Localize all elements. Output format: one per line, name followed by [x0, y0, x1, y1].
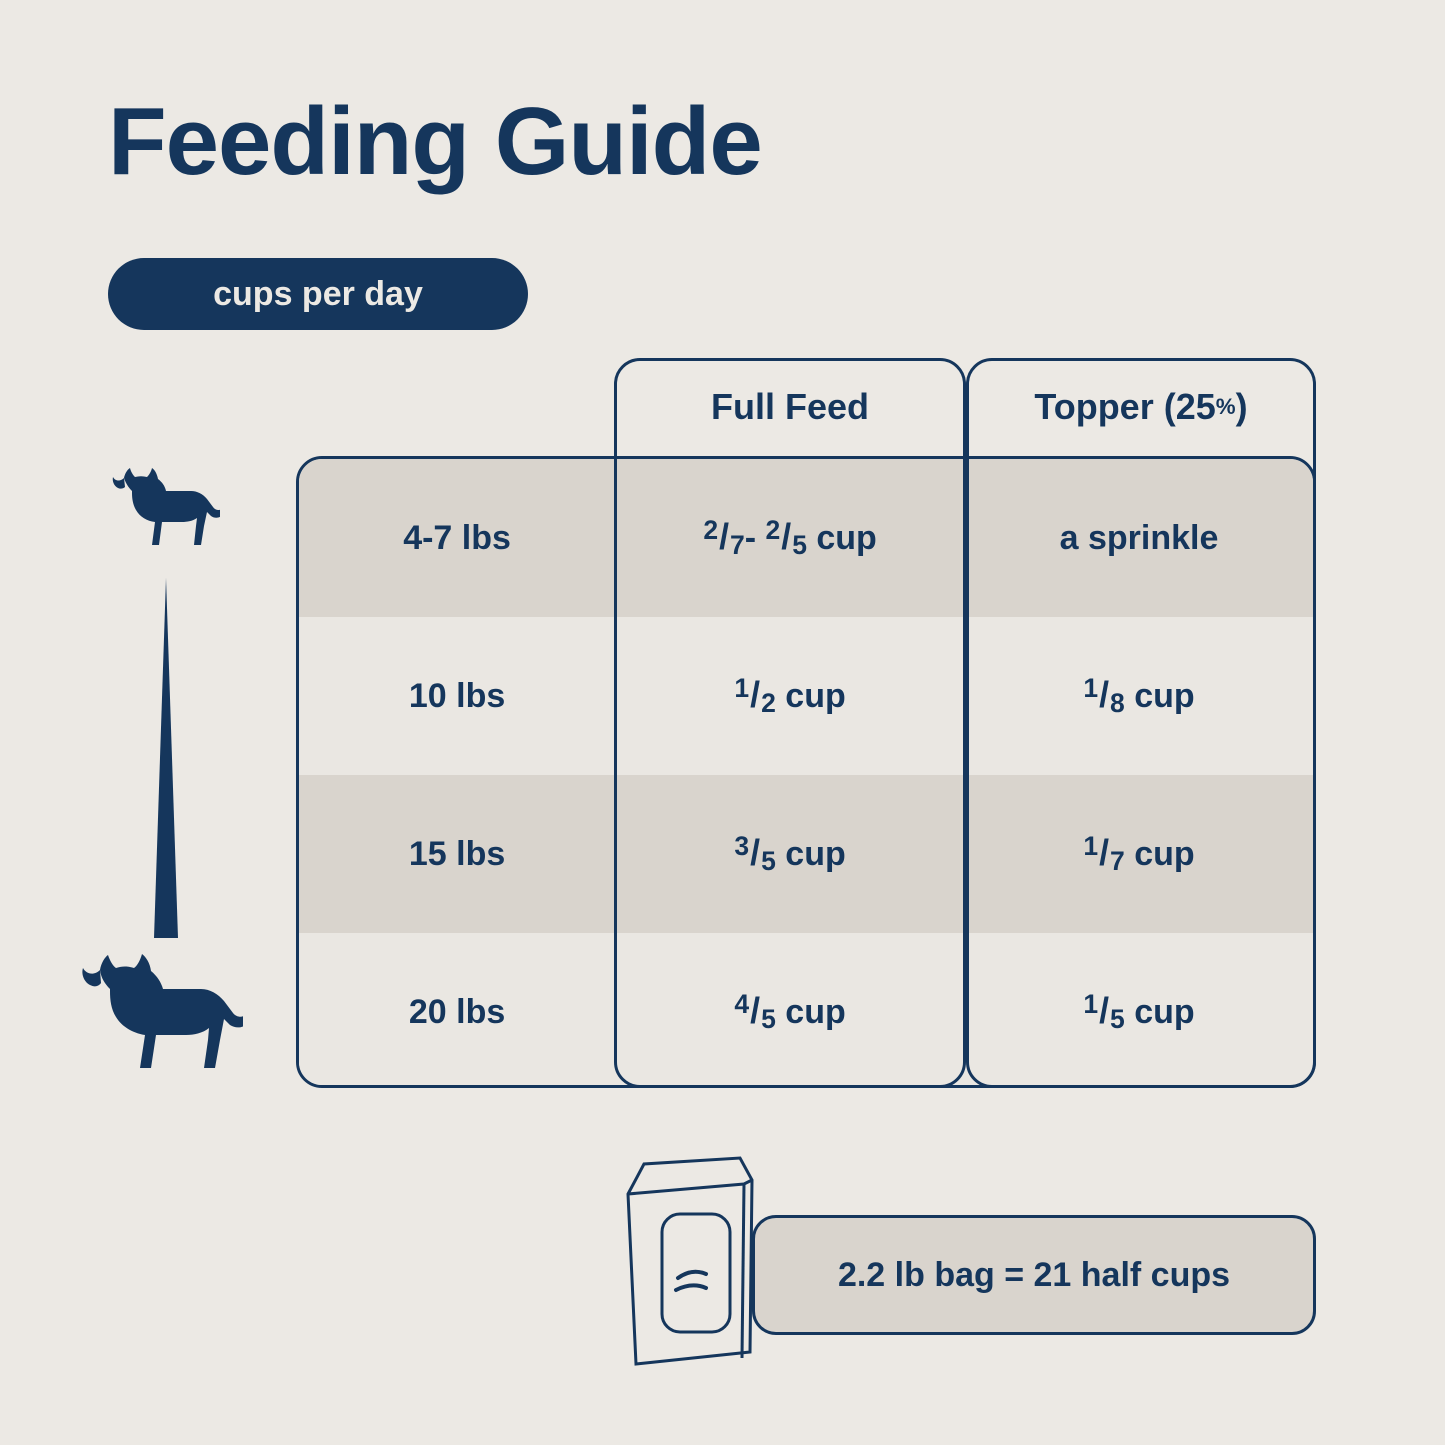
topper-label-percent: %: [1215, 394, 1236, 419]
cell-topper: [965, 617, 1313, 775]
topper-label-end: ): [1235, 386, 1248, 427]
cell-weight: 20 lbs: [408, 992, 506, 1031]
cups-per-day-badge: [108, 258, 528, 330]
fraction-value: 4 / 5: [734, 988, 776, 1035]
table-row: [299, 459, 1313, 617]
topper-label-main: Topper (25: [1034, 386, 1216, 427]
unit-label: cup: [775, 676, 846, 715]
unit-label: cup: [1124, 834, 1195, 873]
column-header-topper: [966, 358, 1316, 456]
cat-large-icon: [78, 952, 243, 1077]
fraction-value: 1 / 8: [1083, 672, 1125, 719]
unit-label: cup: [775, 992, 846, 1031]
cell-full-feed: [615, 933, 965, 1088]
cell-topper: a sprinkle: [1059, 518, 1219, 557]
table-body: [296, 456, 1316, 1088]
cell-weight: 4-7 lbs: [403, 518, 511, 557]
cell-full-feed: [615, 775, 965, 933]
unit-label: cup: [775, 834, 846, 873]
cell-topper: [965, 933, 1313, 1088]
cell-full-feed: [615, 617, 965, 775]
cell-full-feed: [615, 459, 965, 617]
cell-weight: 15 lbs: [408, 834, 506, 873]
fraction-value: 1 / 2: [734, 672, 776, 719]
fraction-value: 1 / 5: [1083, 988, 1125, 1035]
fraction-value-2: 2 / 5: [765, 514, 807, 561]
bag-yield-label: 2.2 lb bag = 21 half cups: [837, 1255, 1231, 1294]
fraction-value: 3 / 5: [734, 830, 776, 877]
food-bag-icon: [600, 1152, 768, 1367]
unit-label: cup: [806, 518, 877, 557]
bag-yield-banner: [752, 1215, 1316, 1335]
cups-per-day-label: cups per day: [213, 274, 423, 313]
fraction-value: 1 / 7: [1083, 830, 1125, 877]
page-title: Feeding Guide: [108, 88, 762, 195]
table-row: [299, 933, 1313, 1088]
size-scale-wedge-icon: [148, 578, 184, 938]
feeding-table: [296, 358, 1316, 1088]
cat-small-icon: [110, 466, 220, 556]
range-dash: -: [744, 518, 766, 557]
cell-topper: [965, 775, 1313, 933]
unit-label: cup: [1124, 992, 1195, 1031]
fraction-value: 2 / 7: [703, 514, 745, 561]
unit-label: cup: [1124, 676, 1195, 715]
cell-weight: 10 lbs: [408, 676, 506, 715]
column-header-full-feed: Full Feed: [710, 386, 869, 427]
table-row: [299, 775, 1313, 933]
table-row: [299, 617, 1313, 775]
